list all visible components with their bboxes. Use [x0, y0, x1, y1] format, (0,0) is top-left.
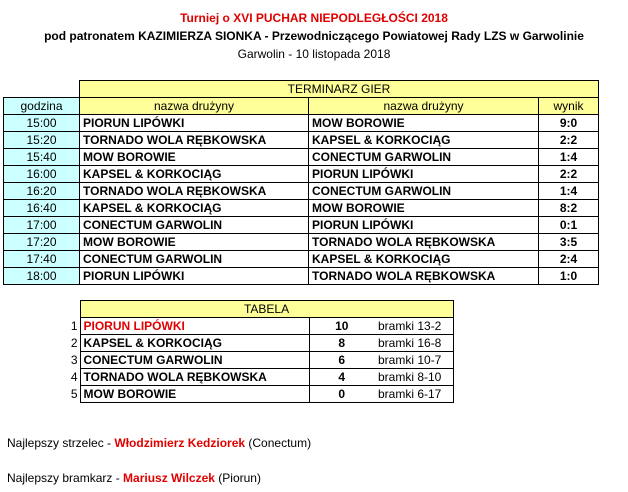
game-row — [4, 268, 599, 285]
standings-table — [64, 300, 454, 403]
game-row — [4, 251, 599, 268]
place-date: Garwolin - 10 listopada 2018 — [237, 47, 391, 61]
standings-title: TABELA — [80, 301, 453, 318]
game-result: 1:4 — [539, 183, 599, 200]
game-result: 2:2 — [539, 166, 599, 183]
standing-position: 5 — [70, 387, 78, 401]
home-team: TORNADO WOLA RĘBKOWSKA — [80, 183, 309, 200]
game-time: 15:00 — [4, 115, 80, 132]
best-scorer-name: Włodzimierz Kedziorek — [114, 436, 246, 450]
game-row — [4, 149, 599, 166]
game-time: 18:00 — [4, 268, 80, 285]
away-team: TORNADO WOLA RĘBKOWSKA — [309, 268, 539, 285]
best-keeper — [7, 471, 261, 485]
away-team: PIORUN LIPÓWKI — [309, 217, 539, 234]
standing-goals: bramki 8-10 — [374, 369, 453, 386]
away-team: CONECTUM GARWOLIN — [309, 149, 539, 166]
home-team: MOW BOROWIE — [80, 234, 309, 251]
col-result-header: wynik — [539, 98, 599, 115]
standing-team: PIORUN LIPÓWKI — [80, 318, 309, 335]
col-team1-header: nazwa drużyny — [80, 98, 309, 115]
best-scorer-label: Najlepszy strzelec - — [7, 436, 115, 450]
col-team2-header: nazwa drużyny — [309, 98, 539, 115]
game-row — [4, 132, 599, 149]
standing-goals: bramki 13-2 — [374, 318, 453, 335]
game-time: 17:20 — [4, 234, 80, 251]
game-result: 3:5 — [539, 234, 599, 251]
standings-row — [64, 318, 453, 335]
schedule-title-row — [4, 81, 599, 98]
standing-position: 3 — [70, 353, 78, 367]
away-team: MOW BOROWIE — [309, 200, 539, 217]
away-team: MOW BOROWIE — [309, 115, 539, 132]
standing-points: 6 — [309, 352, 374, 369]
game-time: 15:20 — [4, 132, 80, 149]
standing-team: MOW BOROWIE — [80, 386, 309, 403]
game-row — [4, 217, 599, 234]
game-row — [4, 115, 599, 132]
schedule-title: TERMINARZ GIER — [80, 81, 599, 98]
standing-team: TORNADO WOLA RĘBKOWSKA — [80, 369, 309, 386]
away-team: TORNADO WOLA RĘBKOWSKA — [309, 234, 539, 251]
away-team: CONECTUM GARWOLIN — [309, 183, 539, 200]
home-team: PIORUN LIPÓWKI — [80, 268, 309, 285]
game-result: 0:1 — [539, 217, 599, 234]
game-time: 17:00 — [4, 217, 80, 234]
away-team: PIORUN LIPÓWKI — [309, 166, 539, 183]
standing-team: CONECTUM GARWOLIN — [80, 352, 309, 369]
best-scorer-club: (Conectum) — [245, 436, 312, 450]
standings-title-row — [64, 301, 453, 318]
game-result: 2:4 — [539, 251, 599, 268]
best-scorer — [7, 436, 311, 450]
standing-position: 2 — [70, 336, 78, 350]
game-row — [4, 183, 599, 200]
col-time-header: godzina — [4, 98, 80, 115]
standing-team: KAPSEL & KORKOCIĄG — [80, 335, 309, 352]
standing-position: 4 — [70, 370, 78, 384]
game-row — [4, 234, 599, 251]
standings-row — [64, 335, 453, 352]
standing-points: 8 — [309, 335, 374, 352]
game-result: 1:0 — [539, 268, 599, 285]
patronage-subtitle: pod patronatem KAZIMIERZA SIONKA - Przewodniczącego Powiatowej Rady LZS w Garwolinie — [44, 29, 584, 43]
home-team: KAPSEL & KORKOCIĄG — [80, 166, 309, 183]
game-row — [4, 166, 599, 183]
game-time: 17:40 — [4, 251, 80, 268]
best-keeper-name: Mariusz Wilczek — [123, 471, 215, 485]
tournament-title: Turniej o XVI PUCHAR NIEPODLEGŁOŚCI 2018 — [180, 11, 448, 25]
game-result: 8:2 — [539, 200, 599, 217]
away-team: KAPSEL & KORKOCIĄG — [309, 132, 539, 149]
standing-points: 10 — [309, 318, 374, 335]
home-team: TORNADO WOLA RĘBKOWSKA — [80, 132, 309, 149]
standings-row — [64, 369, 453, 386]
game-time: 16:20 — [4, 183, 80, 200]
game-time: 15:40 — [4, 149, 80, 166]
home-team: MOW BOROWIE — [80, 149, 309, 166]
standing-points: 4 — [309, 369, 374, 386]
away-team: KAPSEL & KORKOCIĄG — [309, 251, 539, 268]
game-time: 16:40 — [4, 200, 80, 217]
game-result: 9:0 — [539, 115, 599, 132]
home-team: CONECTUM GARWOLIN — [80, 217, 309, 234]
standing-goals: bramki 10-7 — [374, 352, 453, 369]
best-keeper-club: (Piorun) — [214, 471, 261, 485]
standing-goals: bramki 6-17 — [374, 386, 453, 403]
schedule-table — [3, 80, 599, 285]
home-team: PIORUN LIPÓWKI — [80, 115, 309, 132]
standings-row — [64, 352, 453, 369]
game-result: 2:2 — [539, 132, 599, 149]
game-result: 1:4 — [539, 149, 599, 166]
game-row — [4, 200, 599, 217]
standings-row — [64, 386, 453, 403]
game-time: 16:00 — [4, 166, 80, 183]
home-team: CONECTUM GARWOLIN — [80, 251, 309, 268]
schedule-header-row — [4, 98, 599, 115]
standing-goals: bramki 16-8 — [374, 335, 453, 352]
best-keeper-label: Najlepszy bramkarz - — [7, 471, 124, 485]
standing-position: 1 — [70, 319, 78, 333]
home-team: KAPSEL & KORKOCIĄG — [80, 200, 309, 217]
standing-points: 0 — [309, 386, 374, 403]
